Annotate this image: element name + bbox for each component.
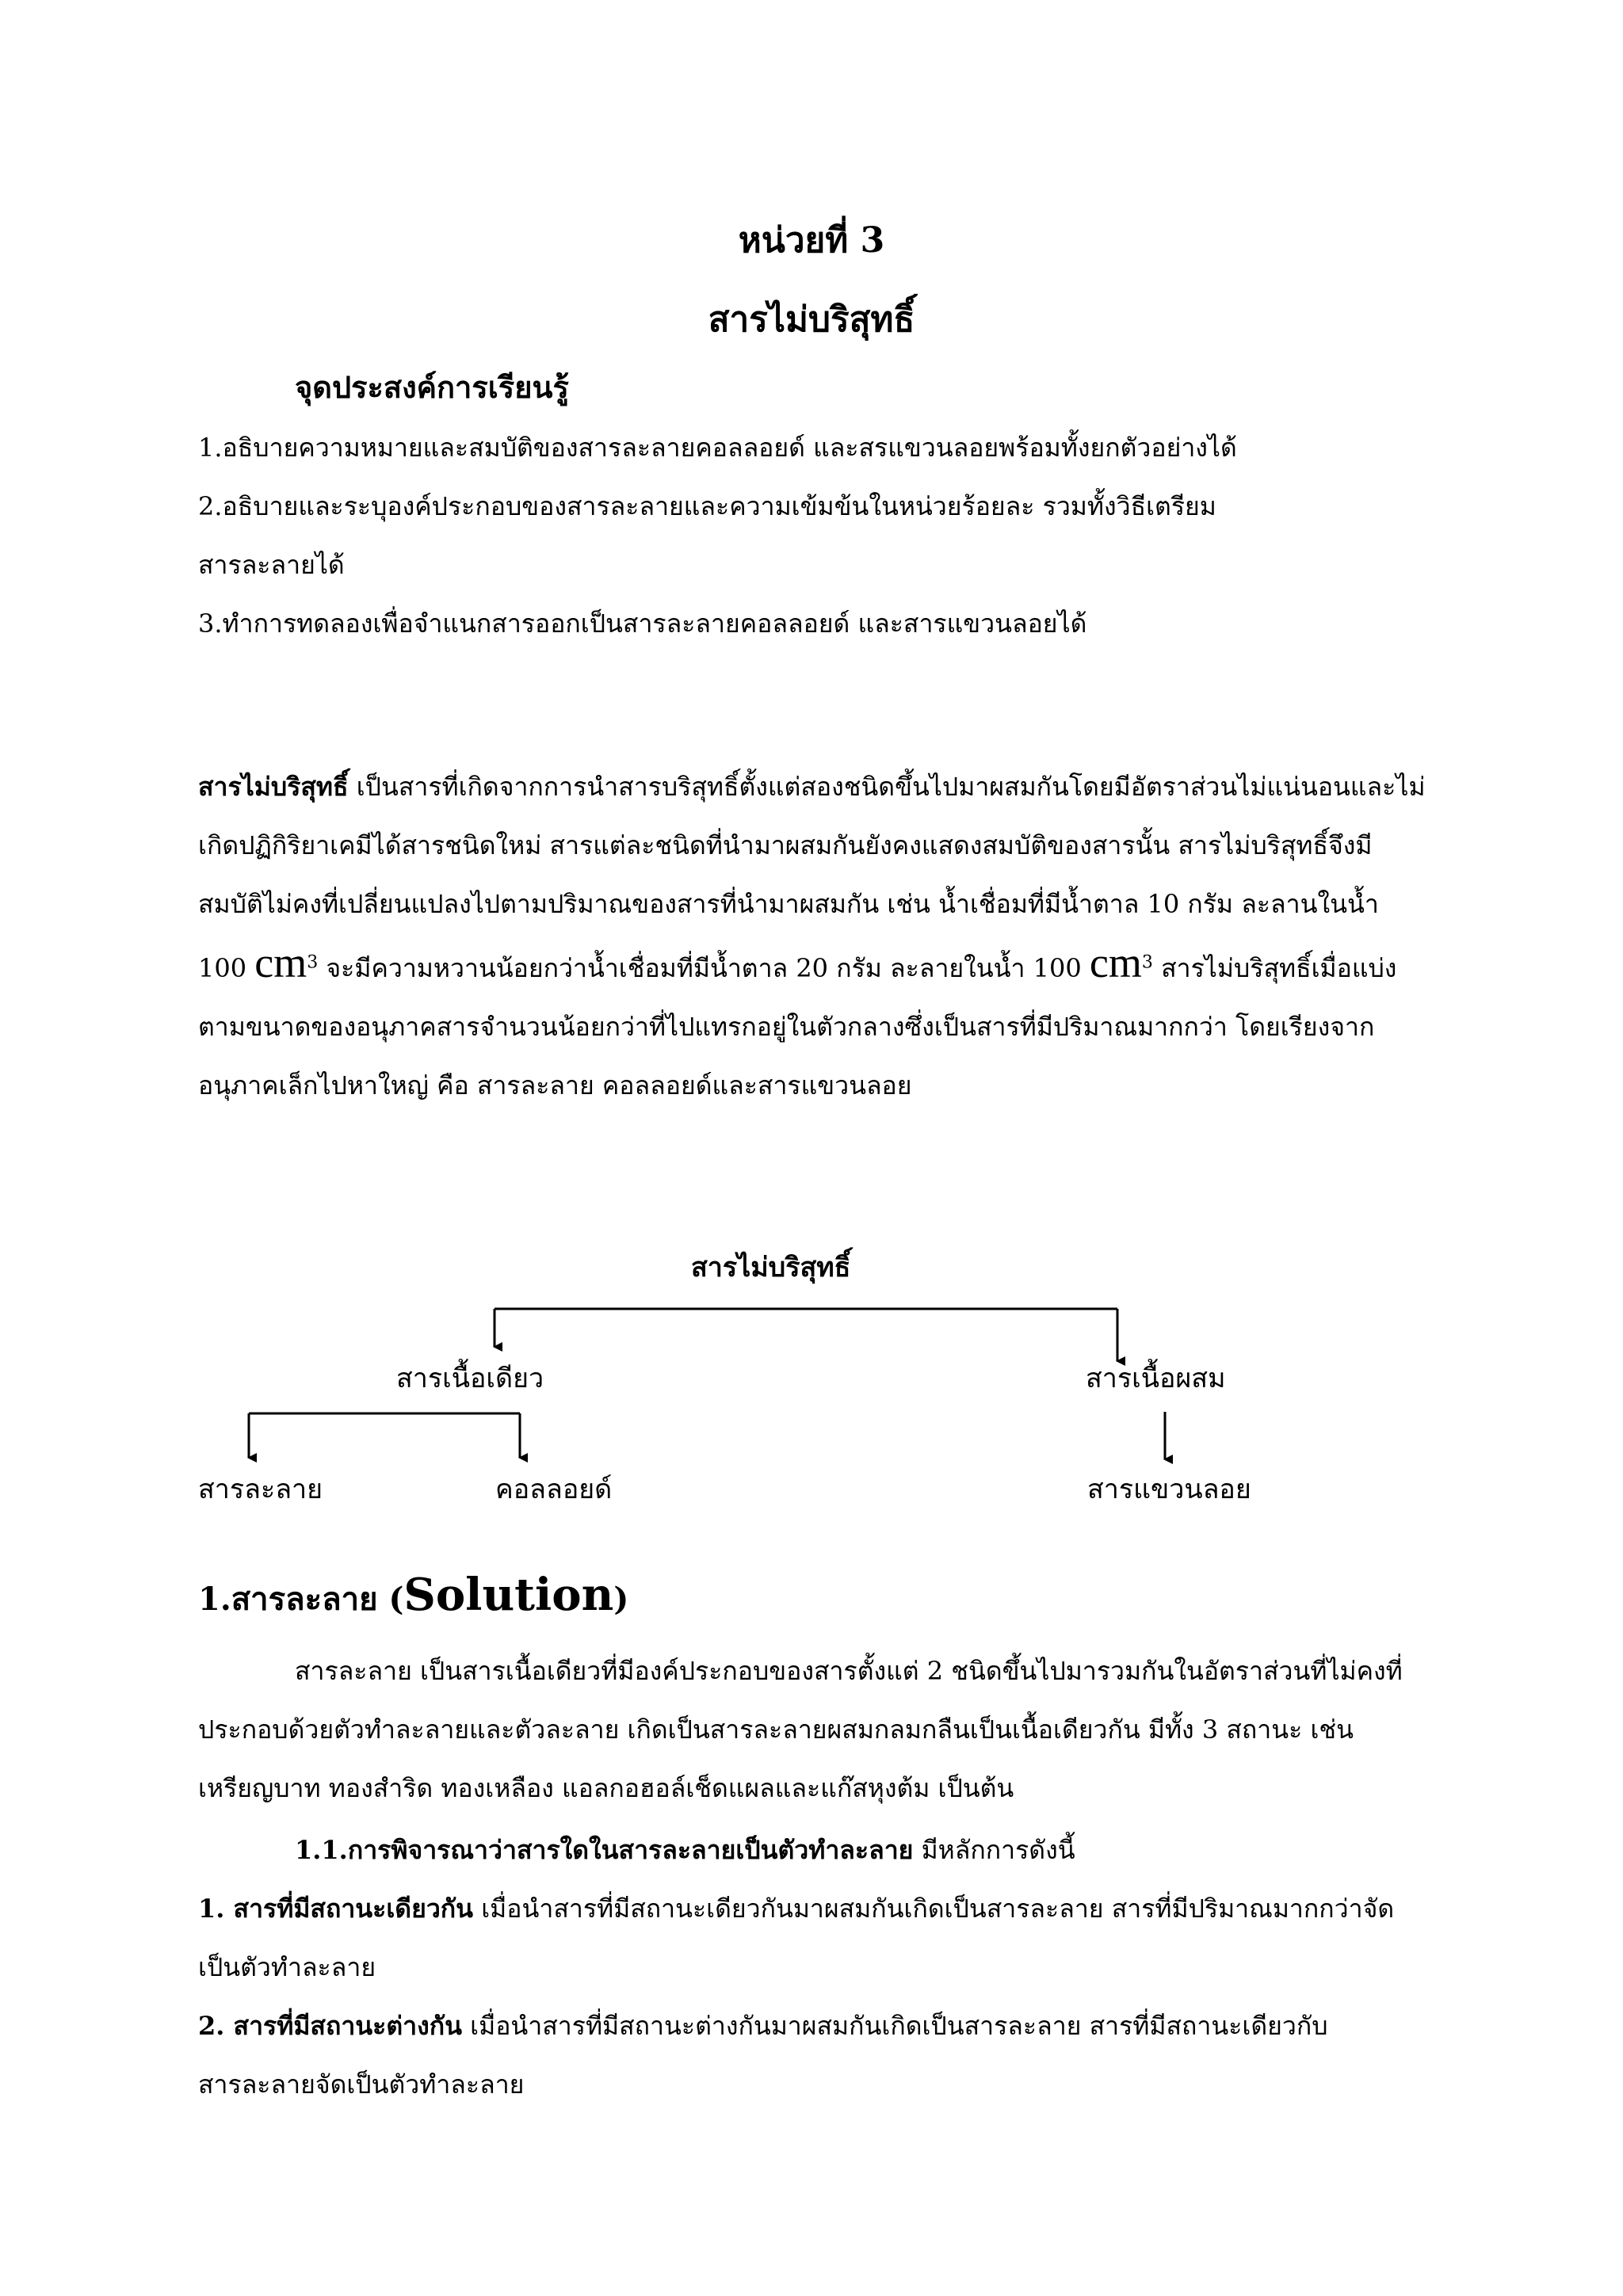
rule-2-text: เมื่อนำสารที่มีสถานะต่างกันมาผสมกันเกิดเป็นสารละลาย สารที่มีสถานะเดียวกับสารละลายจัดเป็นตัวทำละลาย: [198, 2011, 1328, 2100]
subsection-heading-tail: มีหลักการดังนี้: [913, 1835, 1075, 1865]
unit-heading: หน่วยที่ 3: [738, 220, 885, 261]
rule-1: [198, 1879, 1434, 1997]
page-title: สารไม่บริสุทธิ์: [708, 299, 915, 340]
rule-1-text: เมื่อนำสารที่มีสถานะเดียวกันมาผสมกันเกิดเป็นสารละลาย สารที่มีปริมาณมากกว่าจัดเป็นตัวทำละลาย: [198, 1894, 1395, 1982]
intro-term: สารไม่บริสุทธิ์: [198, 772, 349, 802]
diagram-heterogeneous-label: สารเนื้อผสม: [1086, 1363, 1226, 1394]
section-1-paragraph: สารละลาย เป็นสารเนื้อเดียวที่มีองค์ประกอบของสารตั้งแต่ 2 ชนิดขึ้นไปมารวมกันในอัตราส่วนที่ไม่คงที่ ประกอบด้วยตัวทำละลายและตัวละลาย เกิดเป็นสารละลายผสมกลมกลืนเป็นเนื้อเดียวกัน มีทั้ง 3 สถานะ เช่น เหรียญบาท ทองสำริด ทองเหลือง แอลกอฮอล์เช็ดแผลและแก๊สหุงต้ม เป็นต้น: [198, 1656, 1403, 1803]
objective-2-cont: สารละลายได้: [198, 550, 345, 580]
section-1-title-en: Solution: [403, 1569, 614, 1621]
unit-exp-1: 3: [307, 952, 319, 973]
section-1-title-close: ): [613, 1581, 629, 1618]
intro-text-2: จะมีความหวานน้อยกว่าน้ำเชื่อมที่มีน้ำตาล 20 กรัม ละลายในน้ำ 100: [318, 953, 1090, 983]
section-1-title-th: 1.สารละลาย (: [198, 1581, 404, 1618]
diagram-homogeneous-label: สารเนื้อเดียว: [396, 1363, 544, 1394]
rule-2-head: 2. สารที่มีสถานะต่างกัน: [198, 2011, 462, 2041]
diagram-suspension-label: สารแขวนลอย: [1087, 1474, 1251, 1505]
unit-cm-1: cm: [254, 939, 307, 986]
objective-1: 1.อธิบายความหมายและสมบัติของสารละลายคอลลอยด์ และสรแขวนลอยพร้อมทั้งยกตัวอย่างได้: [198, 433, 1237, 463]
unit-cm-2: cm: [1089, 939, 1142, 986]
intro-text-3: สารไม่บริสุทธิ์เมื่อแบ่งตามขนาดของอนุภาคสารจำนวนน้อยกว่าที่ไปแทรกอยู่ในตัวกลางซึ่งเป็นสารที่มีปริมาณมากกว่า โดยเรียงจากอนุภาคเล็กไปหาใหญ่ คือ สารละลาย คอลลอยด์และสารแขวนลอย: [198, 953, 1397, 1100]
subsection-heading-bold: 1.1.การพิจารณาว่าสารใดในสารละลายเป็นตัวทำละลาย: [295, 1835, 914, 1865]
objectives-heading: จุดประสงค์การเรียนรู้: [295, 369, 569, 405]
diagram-root-label: สารไม่บริสุทธิ์: [691, 1252, 851, 1283]
objective-3: 3.ทำการทดลองเพื่อจำแนกสารออกเป็นสารละลายคอลลอยด์ และสารแขวนลอยได้: [198, 608, 1087, 639]
rule-2: [198, 1997, 1434, 2114]
section-1-title: [198, 1569, 628, 1624]
unit-exp-2: 3: [1141, 952, 1153, 973]
objective-2: 2.อธิบายและระบุองค์ประกอบของสารละลายและความเข้มข้นในหน่วยร้อยละ รวมทั้งวิธีเตรียม: [198, 491, 1216, 521]
diagram-colloid-label: คอลลอยด์: [495, 1474, 613, 1505]
intro-text-1: เป็นสารที่เกิดจากการนำสารบริสุทธิ์ตั้งแต่สองชนิดขึ้นไปมาผสมกันโดยมีอัตราส่วนไม่แน่นอนและไม่เกิดปฏิกิริยาเคมีได้สารชนิดใหม่ สารแต่ละชนิดที่นำมาผสมกันยังคงแสดงสมบัติของสารนั้น สารไม่บริสุทธิ์จึงมีสมบัติไม่คงที่เปลี่ยนแปลงไปตามปริมาณของสารที่นำมาผสมกัน เช่น น้ำเชื่อมที่มีน้ำตาล 10 กรัม ละลานในน้ำ 100: [198, 772, 1426, 983]
subsection-heading: [295, 1830, 1075, 1871]
rule-1-head: 1. สารที่มีสถานะเดียวกัน: [198, 1894, 474, 1924]
diagram-solution-label: สารละลาย: [198, 1474, 323, 1505]
